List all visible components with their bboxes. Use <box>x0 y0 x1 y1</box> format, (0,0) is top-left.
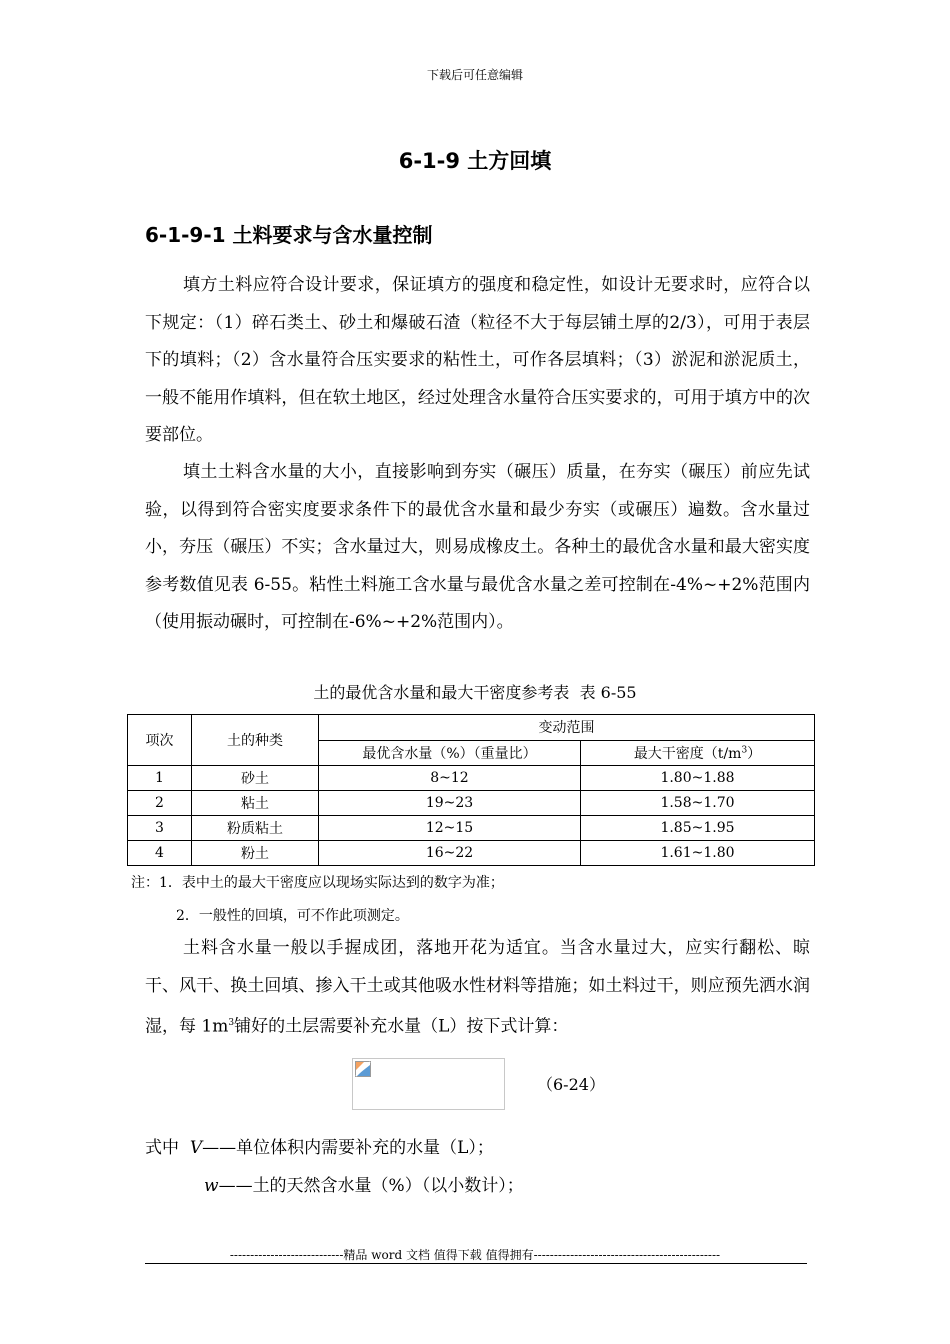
definition-w-text: ——土的天然含水量（%）（以小数计）； <box>218 1176 524 1196</box>
table-header-row <box>128 715 815 741</box>
page-title: 6-1-9 土方回填 <box>398 149 552 173</box>
cell-soil: 砂土 <box>192 766 319 791</box>
cell-moisture: 8~12 <box>319 766 581 791</box>
footer-text: ----------------------------精品 word 文档 值得下载 值得拥有---------------------------------------------- <box>229 1248 721 1262</box>
cell-density: 1.61~1.80 <box>581 841 815 866</box>
cell-index: 2 <box>128 791 192 816</box>
variable-v: V <box>189 1138 203 1158</box>
cell-index: 3 <box>128 816 192 841</box>
cell-index: 4 <box>128 841 192 866</box>
definition-v <box>145 1133 494 1158</box>
paragraph-3-before: 土料含水量一般以手握成团，落地开花为适宜。当含水量过大，应实行翻松、晾干、风干、换土回填、掺入干土或其他吸水性材料等措施；如土料过干，则应预先洒水润湿，每 1m <box>145 938 810 1037</box>
header-density-prefix: 最大干密度（t/m <box>633 745 742 762</box>
header-density-suffix: ） <box>747 745 762 762</box>
cell-density: 1.58~1.70 <box>581 791 815 816</box>
table-note-1: 注：1．表中土的最大干密度应以现场实际达到的数字为准； <box>131 875 504 891</box>
table-row <box>128 791 815 816</box>
table-row <box>128 766 815 791</box>
cell-moisture: 16~22 <box>319 841 581 866</box>
paragraph-2-text: 填土土料含水量的大小，直接影响到夯实（碾压）质量，在夯实（碾压）前应先试验，以得到符合密实度要求条件下的最优含水量和最少夯实（或碾压）遍数。含水量过小，夯压（碾压）不实；含水量过大，则易成橡皮土。各种土的最优含水量和最大密实度参考数值见表 6-55。粘性土料施工含水量与最优含水量之差可控制在-4%~+2%范围内（使用振动碾时，可控制在-6%~+2%范围内）。 <box>145 462 810 632</box>
variable-w: w <box>204 1176 219 1196</box>
table-title: 土的最优含水量和最大干密度参考表 <box>313 683 570 702</box>
broken-image-icon <box>355 1061 371 1077</box>
cell-soil: 粉土 <box>192 841 319 866</box>
definition-prefix: 式中 <box>145 1138 179 1158</box>
definition-v-text: ——单位体积内需要补充的水量（L）； <box>202 1138 494 1158</box>
paragraph-fill-material <box>145 267 810 455</box>
header-soil-type: 土的种类 <box>192 715 319 766</box>
header-optimal-moisture: 最优含水量（%）（重量比） <box>319 740 581 766</box>
formula-number: （6-24） <box>537 1075 605 1094</box>
header-note: 下载后可任意编辑 <box>426 68 523 82</box>
footer-divider <box>145 1263 807 1264</box>
cell-density: 1.80~1.88 <box>581 766 815 791</box>
paragraph-water-addition <box>145 930 810 1046</box>
paragraph-moisture-control <box>145 454 810 642</box>
table-caption <box>0 680 950 703</box>
table-note-2: 2．一般性的回填，可不作此项测定。 <box>176 908 409 924</box>
table-number: 表 6-55 <box>579 683 637 702</box>
cell-density: 1.85~1.95 <box>581 816 815 841</box>
table-row <box>128 841 815 866</box>
paragraph-3-after: 铺好的土层需要补充水量（L）按下式计算： <box>234 1016 569 1037</box>
cell-soil: 粘土 <box>192 791 319 816</box>
header-density-sup: 3 <box>741 745 748 756</box>
paragraph-1-text: 填方土料应符合设计要求，保证填方的强度和稳定性，如设计无要求时，应符合以下规定：（1）碎石类土、砂土和爆破石渣（粒径不大于每层铺土厚的2/3），可用于表层下的填料；（2）含水量符合压实要求的粘性土，可作各层填料；（3）淤泥和淤泥质土，一般不能用作填料，但在软土地区，经过处理含水量符合压实要求的，可用于填方中的次要部位。 <box>145 275 810 445</box>
cell-moisture: 19~23 <box>319 791 581 816</box>
cell-moisture: 12~15 <box>319 816 581 841</box>
header-range: 变动范围 <box>319 715 815 741</box>
paragraph-3-sup: 3 <box>228 1018 235 1028</box>
reference-table <box>127 714 815 866</box>
header-index: 项次 <box>128 715 192 766</box>
cell-soil: 粉质粘土 <box>192 816 319 841</box>
header-max-density <box>581 740 815 766</box>
cell-index: 1 <box>128 766 192 791</box>
definition-w <box>204 1171 524 1196</box>
table-row <box>128 816 815 841</box>
section-heading: 6-1-9-1 土料要求与含水量控制 <box>145 223 433 247</box>
paragraph-3-text <box>145 930 810 1046</box>
formula-image-placeholder <box>352 1058 505 1110</box>
